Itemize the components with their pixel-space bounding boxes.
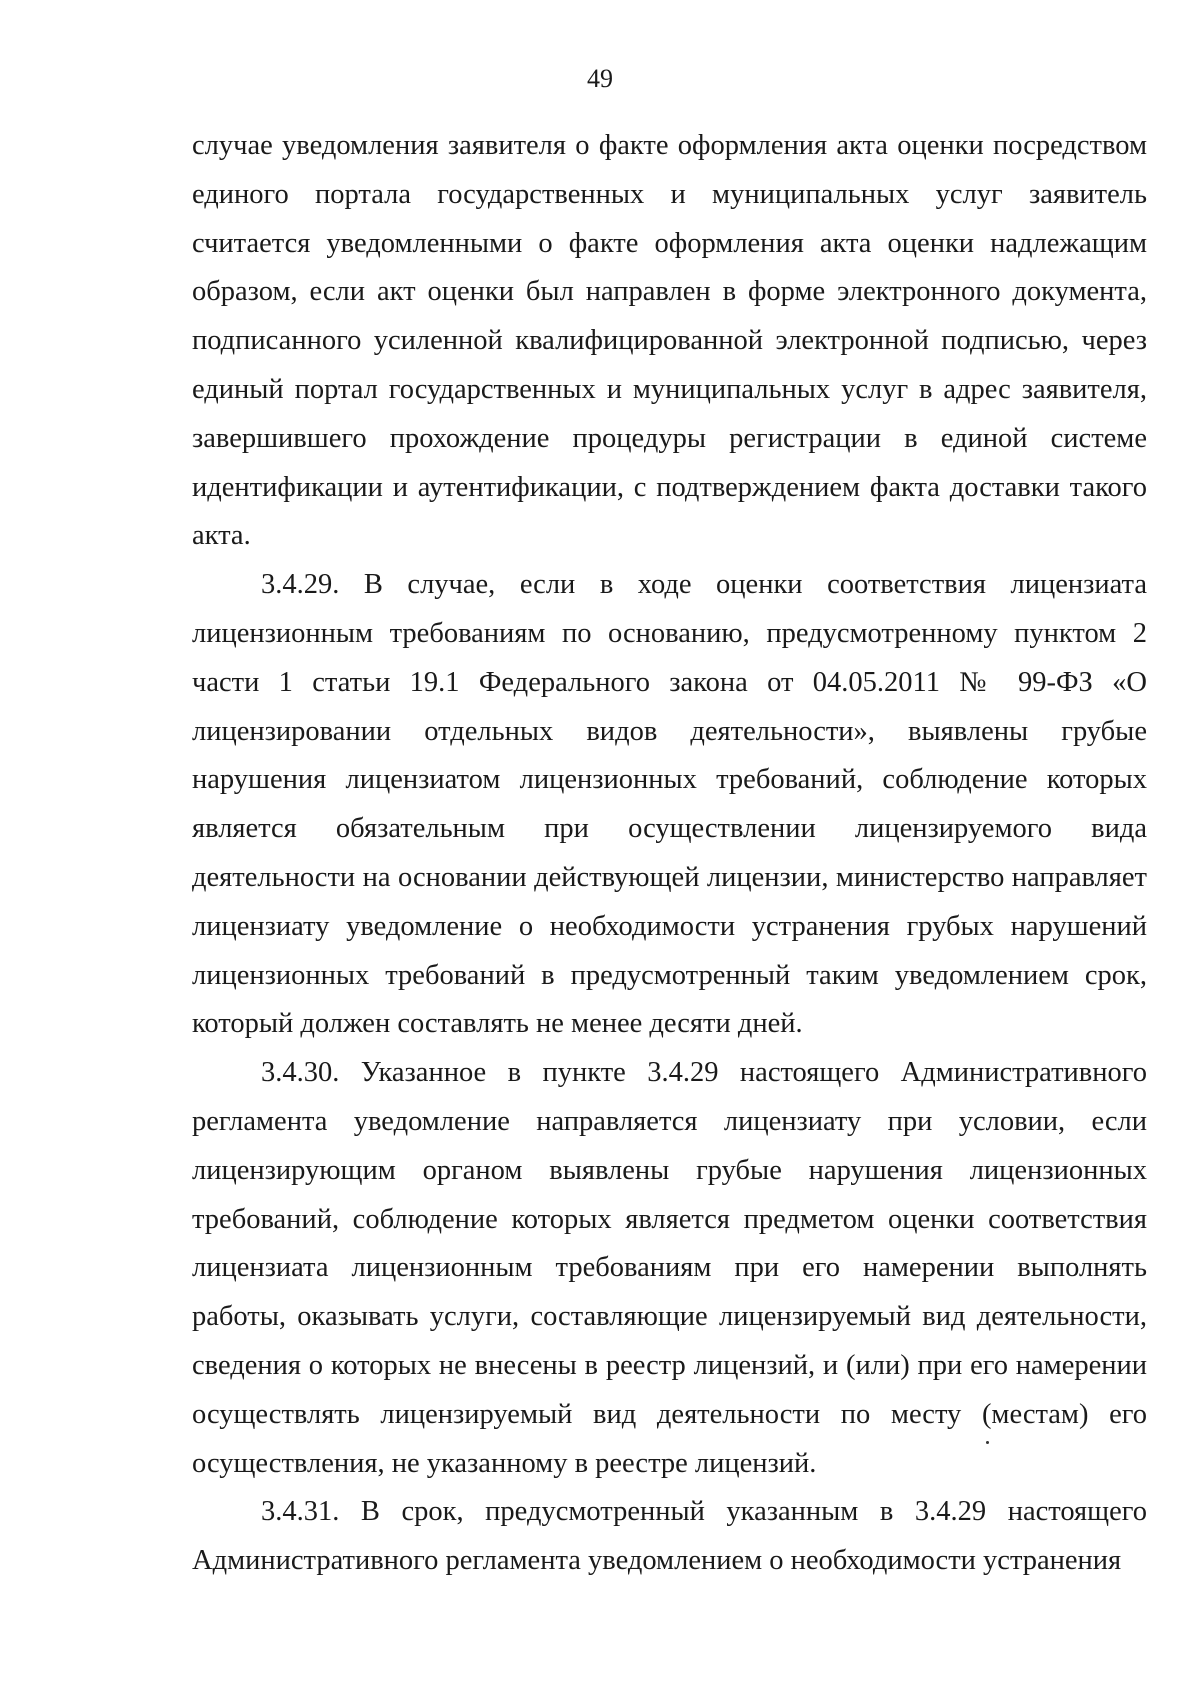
document-body <box>192 122 1147 1586</box>
scan-artifact-dot <box>986 1441 989 1444</box>
paragraph-continuation: случае уведомления заявителя о факте оформления акта оценки посредством единого портала государственных и муниципальных услуг заявитель считается уведомленными о факте оформления акта оценки надлежащим образом, если акт оценки был направлен в форме электронного документа, подписанного усиленной квалифицированной электронной подписью, через единый портал государственных и муниципальных услуг в адрес заявителя, завершившего прохождение процедуры регистрации в единой системе идентификации и аутентификации, с подтверждением факта доставки такого акта. <box>192 130 1147 552</box>
page-number: 49 <box>587 64 613 93</box>
paragraph-3-4-29: 3.4.29. В случае, если в ходе оценки соответствия лицензиата лицензионным требованиям по основанию, предусмотренному пунктом 2 части 1 статьи 19.1 Федерального закона от 04.05.2011 № 99-ФЗ «О лицензировании отдельных видов деятельности», выявлены грубые нарушения лицензиатом лицензионных требований, соблюдение которых является обязательным при осуществлении лицензируемого вида деятельности на основании действующей лицензии, министерство направляет лицензиату уведомление о необходимости устранения грубых нарушений лицензионных требований в предусмотренный таким уведомлением срок, который должен составлять не менее десяти дней. <box>192 569 1147 1040</box>
paragraph-3-4-30: 3.4.30. Указанное в пункте 3.4.29 настоящего Административного регламента уведомление направляется лицензиату при условии, если лицензирующим органом выявлены грубые нарушения лицензионных требований, соблюдение которых является предметом оценки соответствия лицензиата лицензионным требованиям при его намерении выполнять работы, оказывать услуги, составляющие лицензируемый вид деятельности, сведения о которых не внесены в реестр лицензий, и (или) при его намерении осуществлять лицензируемый вид деятельности по месту (местам) его осуществления, не указанному в реестре лицензий. <box>192 1057 1147 1479</box>
paragraph-3-4-31: 3.4.31. В срок, предусмотренный указанным в 3.4.29 настоящего Административного регламента уведомлением о необходимости устранения <box>192 1496 1147 1577</box>
